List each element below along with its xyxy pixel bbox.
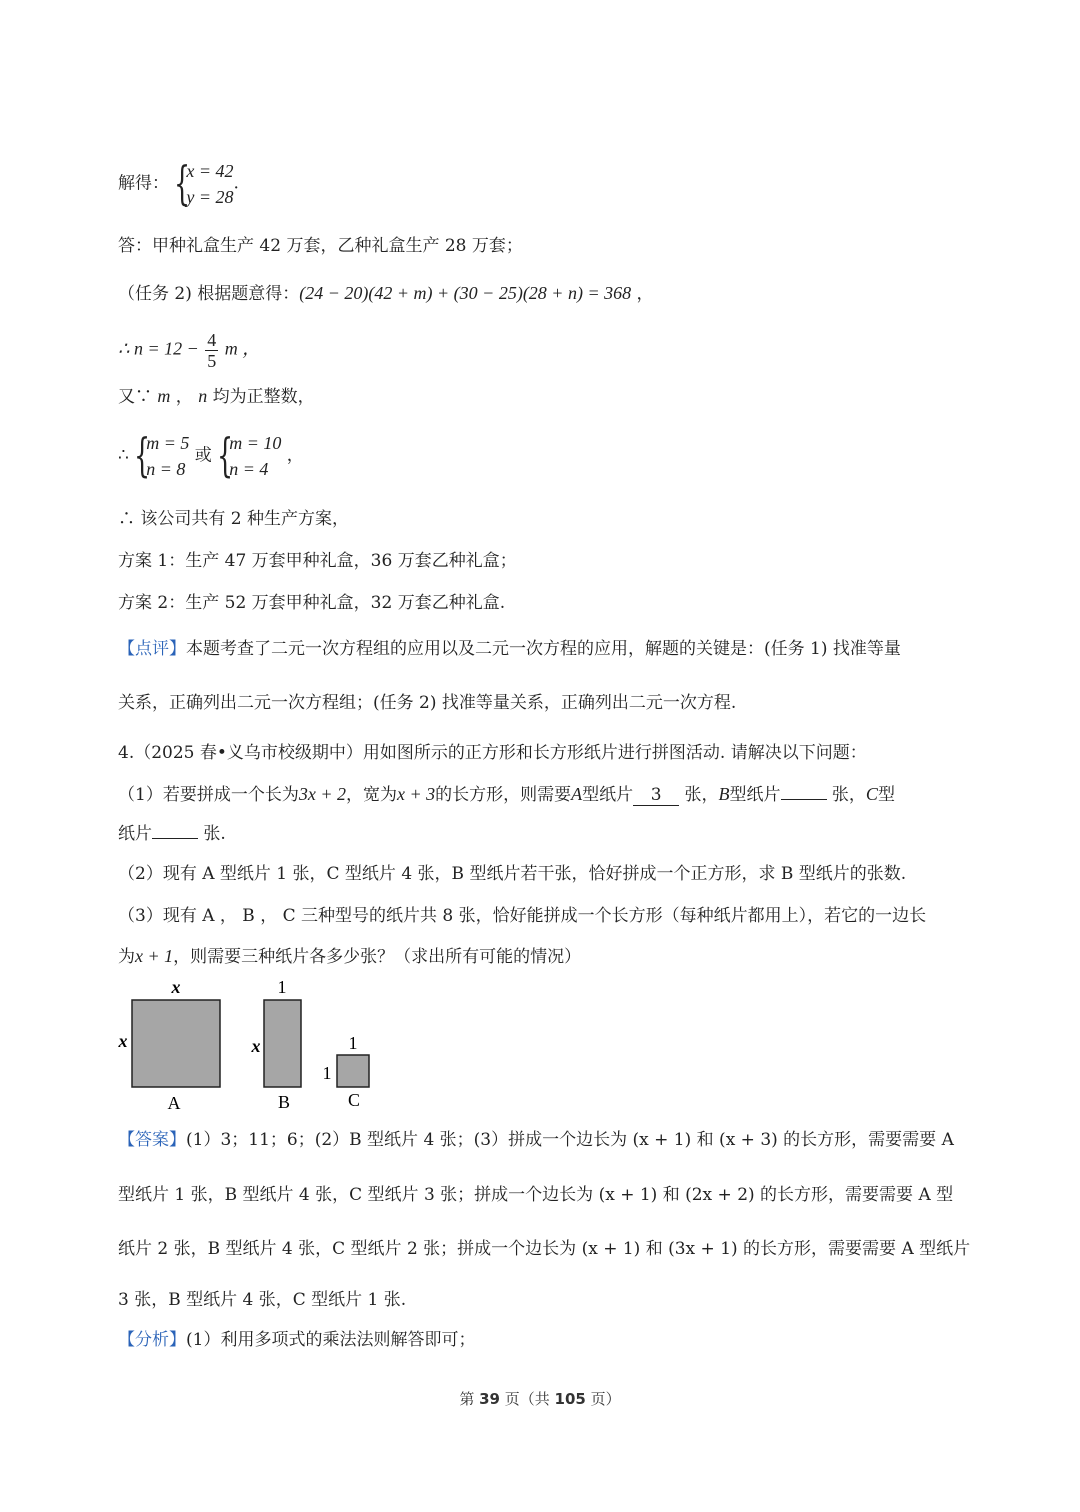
because-prefix: 又∵ <box>118 387 158 407</box>
piece-b-rectangle <box>264 1000 301 1087</box>
task2-prefix: （任务 2) 根据题意得： <box>118 284 300 304</box>
system-row: x = 42 <box>186 161 234 181</box>
piece-b-left-label: x <box>251 1036 261 1056</box>
analysis-tag: 【分析】 <box>118 1330 186 1350</box>
system-row: m = 5 <box>146 433 190 453</box>
task2-line <box>118 280 654 307</box>
q1-width: x + 3 <box>396 784 436 804</box>
sys3-tail: ， <box>281 445 304 466</box>
q3-length: x + 1 <box>135 946 174 966</box>
answer-tag: 【答案】 <box>118 1130 186 1150</box>
q1-text: ，宽为 <box>345 785 397 805</box>
n-expression-line <box>118 330 260 371</box>
type-a: A <box>571 784 583 804</box>
piece-a-name: A <box>167 1093 181 1113</box>
answer-text-1: (1）3；11；6；(2）B 型纸片 4 张；(3）拼成一个边长为 (x + 1) 和 (x + 3) 的长方形，需要需要 A <box>186 1130 954 1150</box>
answer-line-3: 纸片 2 张，B 型纸片 4 张，C 型纸片 2 张；拼成一个边长为 (x + 1) 和 (3x + 1) 的长方形，需要需要 A 型纸片 <box>118 1239 971 1259</box>
equation-system-2 <box>134 430 189 482</box>
comment-line-2: 关系，正确列出二元一次方程组；(任务 2) 找准等量关系，正确列出二元一次方程. <box>118 693 737 713</box>
q1-text: 张. <box>203 824 226 844</box>
sentence-end: . <box>233 173 239 194</box>
equation-system-1 <box>174 158 233 210</box>
piece-c-square <box>337 1055 369 1087</box>
q1-text: 型纸片 <box>582 785 634 805</box>
answer-line-4: 3 张，B 型纸片 4 张，C 型纸片 1 张. <box>118 1290 407 1310</box>
page-footer <box>0 1388 1080 1409</box>
problem4-q2: （2）现有 A 型纸片 1 张，C 型纸片 4 张，B 型纸片若干张，恰好拼成一个正方形，求 B 型纸片的张数. <box>118 864 907 884</box>
fraction-denominator: 5 <box>207 351 217 371</box>
piece-c-name: C <box>347 1090 361 1110</box>
q1-text: 张， <box>684 785 719 805</box>
blank-a-count[interactable]: 3 <box>633 785 679 806</box>
q1-text: 型纸片 <box>729 785 781 805</box>
because-mid: ， <box>170 387 199 407</box>
because-tail: 均为正整数， <box>207 387 315 407</box>
solve-line <box>118 158 239 210</box>
footer-mid: 页（共 <box>500 1390 555 1408</box>
system-row: n = 4 <box>229 459 269 479</box>
n-prefix: ∴ n = 12 − <box>118 338 199 359</box>
var-m: m <box>157 386 171 406</box>
answer-line-1: 答：甲种礼盒生产 42 万套，乙种礼盒生产 28 万套； <box>118 236 523 256</box>
comment-tag: 【点评】 <box>118 639 186 659</box>
system-row: n = 8 <box>146 459 186 479</box>
piece-a-top-label: x <box>171 977 181 997</box>
answer-line-1 <box>118 1127 954 1153</box>
task2-equation: (24 − 20)(42 + m) + (30 − 25)(28 + n) = 368 <box>299 283 632 303</box>
problem4-q1-line1 <box>118 781 895 808</box>
problem4-q3-line1: （3）现有 A ， B ， C 三种型号的纸片共 8 张，恰好能拼成一个长方形（每种纸片都用上），若它的一边长 <box>118 906 927 926</box>
q1-text: 的长方形，则需要 <box>435 785 572 805</box>
comment-line-1 <box>118 636 901 662</box>
blank-c-count[interactable] <box>152 838 198 839</box>
type-c: C <box>865 784 878 804</box>
q1-text: 纸片 <box>118 824 152 844</box>
analysis-line-1 <box>118 1327 475 1353</box>
q1-text: 张， <box>831 785 866 805</box>
comment-text-1: 本题考查了二元一次方程组的应用以及二元一次方程的应用，解题的关键是：(任务 1) 找准等量 <box>186 639 901 659</box>
q1-text: 型 <box>877 785 895 805</box>
piece-b-top-label: 1 <box>277 977 287 997</box>
problem4-q1-line2 <box>118 821 226 847</box>
var-n: n <box>198 386 208 406</box>
fraction-numerator: 4 <box>207 330 217 350</box>
answer-line-2: 型纸片 1 张，B 型纸片 4 张，C 型纸片 3 张；拼成一个边长为 (x + 1) 和 (2x + 2) 的长方形，需要需要 A 型 <box>118 1185 954 1205</box>
q3-text: 为 <box>118 947 135 967</box>
blank-b-count[interactable] <box>781 799 827 800</box>
piece-b-name: B <box>277 1092 291 1112</box>
piece-c-left-label: 1 <box>322 1063 332 1083</box>
equation-system-3 <box>217 430 281 482</box>
problem4-title: 4.（2025 春•义乌市校级期中）用如图所示的正方形和长方形纸片进行拼图活动. 请解决以下问题： <box>118 743 867 763</box>
fraction <box>205 330 218 371</box>
therefore-symbol: ∴ <box>118 445 129 466</box>
brace-icon: { <box>174 156 191 210</box>
analysis-text-1: (1）利用多项式的乘法法则解答即可； <box>186 1330 476 1350</box>
piece-c-top-label: 1 <box>348 1033 358 1053</box>
plan-2-line: 方案 2：生产 52 万套甲种礼盒，32 万套乙种礼盒. <box>118 593 506 613</box>
brace-icon: { <box>134 428 151 482</box>
brace-icon: { <box>217 428 234 482</box>
because-line <box>118 383 315 410</box>
system-row: y = 28 <box>186 187 234 207</box>
solve-label: 解得： <box>118 173 169 194</box>
piece-a-left-label: x <box>118 1031 128 1051</box>
or-word: 或 <box>194 445 212 466</box>
q3-text: ，则需要三种纸片各多少张？（求出所有可能的情况） <box>173 947 582 967</box>
q1-text: （1）若要拼成一个长为 <box>118 785 299 805</box>
solutions-line <box>118 430 304 482</box>
piece-a-square <box>132 1000 220 1087</box>
plan-1-line: 方案 1：生产 47 万套甲种礼盒，36 万套乙种礼盒； <box>118 551 517 571</box>
task2-tail: ， <box>631 284 654 304</box>
footer-post: 页） <box>585 1390 621 1408</box>
footer-page-number: 39 <box>479 1390 500 1408</box>
q1-length: 3x + 2 <box>298 784 346 804</box>
footer-pre: 第 <box>459 1390 480 1408</box>
problem4-q3-line2 <box>118 943 581 970</box>
plan-count-line: ∴ 该公司共有 2 种生产方案， <box>118 509 350 529</box>
type-b: B <box>718 784 730 804</box>
system-row: m = 10 <box>229 433 282 453</box>
n-suffix: m ， <box>224 338 261 359</box>
footer-total-pages: 105 <box>554 1390 586 1408</box>
paper-pieces-figure <box>110 975 390 1120</box>
